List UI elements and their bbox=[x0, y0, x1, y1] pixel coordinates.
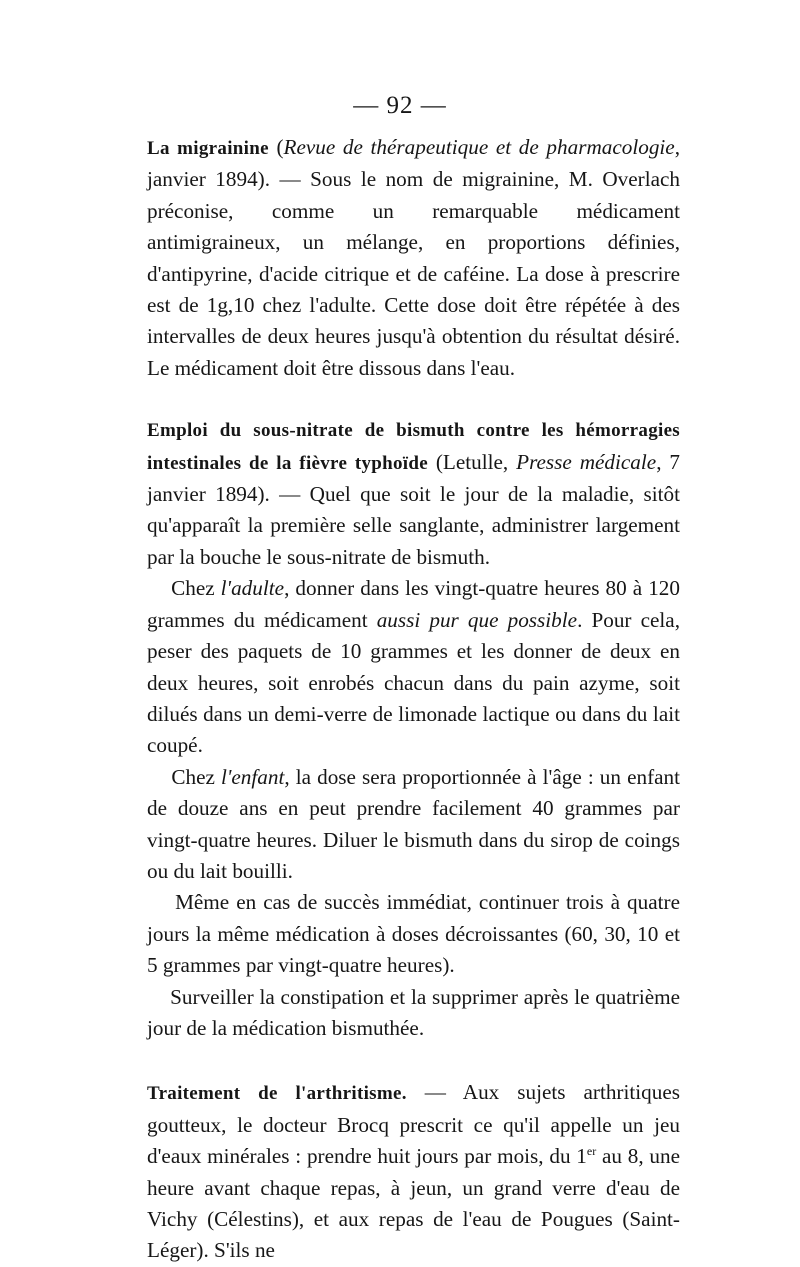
text: . Pour cela, peser des paquets de 10 grammes et les donner de deux en deux heures, soit enrobés chacun dans du pain azyme, soit dilués dans un demi-verre de limonade lactique ou dans du lait coupé. bbox=[147, 607, 680, 758]
section-body: au 8, une heure avant chaque repas, à jeun, un grand verre d'eau de Vichy (Célestins), et aux repas de l'eau de Pougues (Saint-Léger). S'ils ne bbox=[147, 1144, 681, 1263]
text: Même en cas de succès immédiat, continuer trois à quatre jours la même médication à doses décroissantes (60, 30, 10 et 5 grammes par vingt-quatre heures). bbox=[147, 890, 680, 978]
section-title: La migrainine bbox=[147, 138, 269, 159]
paragraph-adulte bbox=[147, 573, 680, 761]
text: , donner dans les vingt-quatre heures 80 à 120 grammes du médicament bbox=[147, 576, 680, 632]
source-open: ( bbox=[268, 135, 284, 159]
section-body: janvier 1894). — Sous le nom de migrainine, M. Overlach préconise, comme un remarquable médicament antimigraineux, un mélange, en proportions définies, d'antipyrine, d'acide citrique et de caféine. La dose à prescrire est de 1g,10 chez l'adulte. Cette dose doit être répétée à des intervalles de deux heures jusqu'à obtention du résultat désiré. Le médicament doit être dissous dans l'eau. bbox=[147, 167, 680, 380]
page-content bbox=[147, 132, 680, 1267]
paragraph-enfant bbox=[147, 762, 680, 888]
section-body: — Aux sujets arthritiques goutteux, le docteur Brocq prescrit ce qu'il appelle un jeu d'eaux minérales : prendre huit jours par mois, du 1 bbox=[147, 1080, 680, 1169]
source-journal: Presse médicale bbox=[516, 449, 657, 474]
paragraph-constipation bbox=[147, 982, 680, 1045]
section-arthritisme bbox=[147, 1077, 680, 1266]
source-close: , bbox=[674, 135, 680, 159]
superscript: er bbox=[586, 1144, 597, 1159]
section-gap bbox=[147, 1044, 680, 1077]
section-migrainine bbox=[147, 132, 680, 384]
emphasis: aussi pur que possible bbox=[376, 607, 578, 632]
source-close: , bbox=[656, 449, 662, 474]
text: , la dose sera proportionnée à l'âge : un enfant de douze ans en peut prendre facilement 40 grammes par vingt-quatre heures. Diluer le bismuth dans du sirop de coings ou du lait bouilli. bbox=[147, 764, 681, 883]
page-number: — 92 — bbox=[353, 92, 447, 119]
text: Chez bbox=[171, 576, 221, 601]
section-gap bbox=[147, 384, 680, 414]
emphasis: l'enfant bbox=[220, 764, 285, 789]
text: Surveiller la constipation et la supprimer après le quatrième jour de la médication bismuthée. bbox=[147, 984, 681, 1040]
section-body: 7 janvier 1894). — Quel que soit le jour de la maladie, sitôt qu'apparaît la première selle sanglante, administrer largement par la bouche le sous-nitrate de bismuth. bbox=[147, 449, 680, 569]
section-title: Emploi du sous-nitrate de bismuth contre les hémorragies intestinales de la fièvre typhoïde bbox=[147, 420, 680, 474]
section-title: Traitement de l'arthritisme. bbox=[147, 1083, 407, 1105]
emphasis: l'adulte bbox=[220, 576, 285, 601]
text: Chez bbox=[171, 764, 221, 789]
source-journal: Revue de thérapeutique et de pharmacologie bbox=[283, 135, 675, 159]
paragraph-succes bbox=[147, 887, 680, 981]
section-bismuth bbox=[147, 414, 680, 573]
source-open: (Letulle, bbox=[427, 449, 517, 474]
